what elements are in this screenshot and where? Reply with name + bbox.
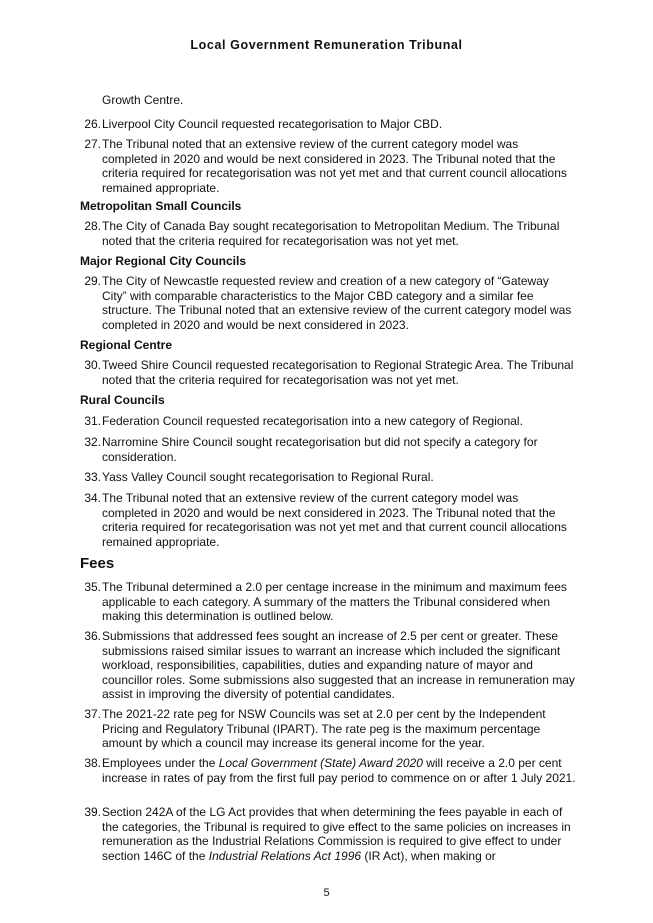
paragraph-text: Liverpool City Council requested recategorisation to Major CBD.	[102, 117, 443, 131]
heading-fees: Fees	[80, 555, 115, 572]
paragraph-36	[84, 629, 576, 702]
heading-major-regional: Major Regional City Councils	[80, 254, 247, 268]
paragraph-number: 35.	[84, 580, 101, 594]
heading-regional-centre: Regional Centre	[80, 338, 173, 352]
paragraph-text: The 2021-22 rate peg for NSW Councils was set at 2.0 per cent by the Independent Pricing and Regulatory Tribunal (IPART). The rate peg is the maximum percentage amount by which a council may increase its general income for the year.	[102, 707, 546, 750]
paragraph-35	[84, 580, 576, 624]
paragraph-number: 31.	[84, 414, 101, 428]
paragraph-28	[84, 219, 576, 248]
paragraph-number: 36.	[84, 629, 101, 643]
paragraph-text: Tweed Shire Council requested recategorisation to Regional Strategic Area. The Tribunal noted that the criteria required for recategorisation was not yet met.	[102, 358, 574, 387]
paragraph-text-pre: Section 242A of the LG Act provides that when determining the fees payable in each of the categories, the Tribunal is required to give effect to the same policies on increases in remuneration as the Industrial Relations Commission is required to give effect to under section 146C of the	[102, 805, 571, 863]
act-title: Industrial Relations Act 1996	[208, 848, 362, 863]
paragraph-text-pre: Employees under the	[102, 756, 219, 770]
paragraph-27	[84, 137, 576, 195]
award-title: Local Government (State) Award 2020	[218, 756, 423, 770]
continuation-text: Growth Centre.	[102, 93, 184, 107]
paragraph-text-post: (IR Act), when making or	[361, 848, 496, 863]
paragraph-text: Yass Valley Council sought recategorisation to Regional Rural.	[102, 470, 434, 484]
paragraph-text: Submissions that addressed fees sought an increase of 2.5 per cent or greater. These submissions raised similar issues to warrant an increase which included the significant workload, responsibilities, capabilities, duties and expanding nature of mayor and councillor roles. Some submissions also suggested that an increase in remuneration may assist in improving the diversity of potential candidates.	[102, 629, 575, 701]
paragraph-number: 39.	[84, 805, 101, 819]
paragraph-text: The Tribunal noted that an extensive review of the current category model was completed in 2020 and would be next considered in 2023. The Tribunal noted that the criteria required for recategorisation was not yet met and that current council allocations remained appropriate.	[102, 137, 567, 195]
paragraph-38	[84, 756, 576, 785]
paragraph-number: 29.	[84, 274, 101, 288]
paragraph-number: 37.	[84, 707, 101, 721]
heading-rural: Rural Councils	[80, 393, 165, 407]
paragraph-text: The City of Newcastle requested review and creation of a new category of “Gateway City” with comparable characteristics to the Major CBD category and a similar fee structure. The Tribunal noted that an extensive review of the current category model was completed in 2020 and would be next considered in 2023.	[102, 274, 572, 332]
paragraph-number: 27.	[84, 137, 101, 151]
paragraph-number: 26.	[84, 117, 101, 131]
paragraph-32	[84, 435, 576, 464]
paragraph-number: 34.	[84, 491, 101, 505]
paragraph-text: Federation Council requested recategorisation into a new category of Regional.	[102, 414, 523, 428]
paragraph-39	[84, 805, 576, 863]
paragraph-text: The City of Canada Bay sought recategorisation to Metropolitan Medium. The Tribunal noted that the criteria required for recategorisation was not yet met.	[102, 219, 560, 248]
page-number: 5	[323, 887, 330, 899]
paragraph-text: The Tribunal noted that an extensive review of the current category model was completed in 2020 and would be next considered in 2023. The Tribunal noted that the criteria required for recategorisation was not yet met and that current council allocations remained appropriate.	[102, 491, 567, 549]
paragraph-number: 33.	[84, 470, 101, 484]
paragraph-text: The Tribunal determined a 2.0 per centage increase in the minimum and maximum fees applicable to each category. A summary of the matters the Tribunal considered when making this determination is outlined below.	[102, 580, 567, 623]
paragraph-37	[84, 707, 576, 751]
paragraph-26	[84, 117, 576, 132]
paragraph-33	[84, 470, 576, 485]
paragraph-30	[84, 358, 576, 387]
paragraph-text-post: will receive a 2.0 per cent increase in rates of pay from the first full pay period to commence on or after 1 July 2021.	[102, 756, 576, 785]
paragraph-31	[84, 414, 576, 429]
paragraph-number: 32.	[84, 435, 101, 449]
running-header: Local Government Remuneration Tribunal	[190, 38, 463, 52]
paragraph-29	[84, 274, 576, 332]
paragraph-34	[84, 491, 576, 549]
paragraph-number: 28.	[84, 219, 101, 233]
paragraph-number: 30.	[84, 358, 101, 372]
heading-metropolitan-small: Metropolitan Small Councils	[80, 199, 242, 213]
paragraph-text: Narromine Shire Council sought recategorisation but did not specify a category for consideration.	[102, 435, 538, 464]
paragraph-number: 38.	[84, 756, 101, 770]
